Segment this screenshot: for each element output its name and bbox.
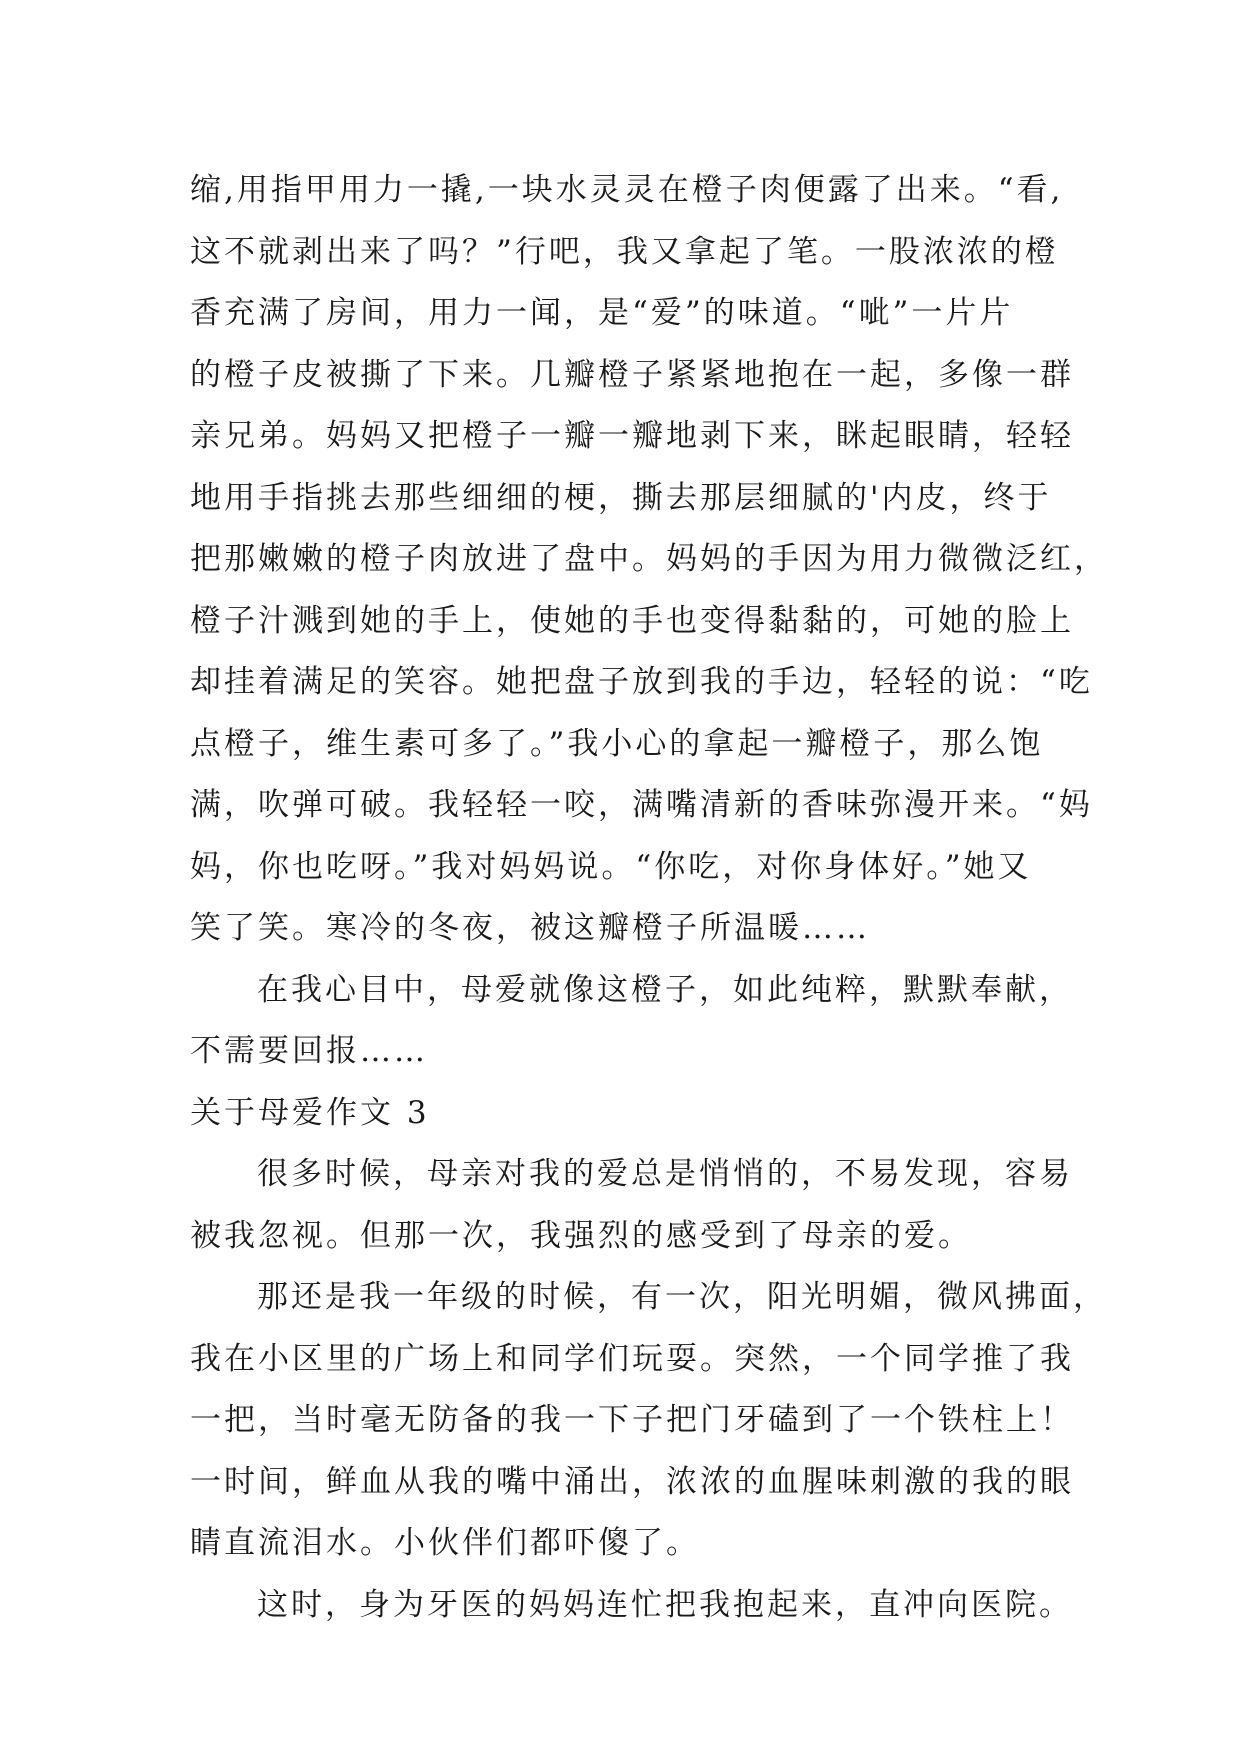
text-line: 一把，当时毫无防备的我一下子把门牙磕到了一个铁柱上！: [190, 1402, 1074, 1438]
text-line: 这不就剥出来了吗？”行吧，我又拿起了笔。一股浓浓的橙: [190, 233, 1059, 270]
text-line: 的橙子皮被撕了下来。几瓣橙子紧紧地抱在一起，多像一群: [190, 356, 1074, 393]
text-line: 却挂着满足的笑容。她把盘子放到我的手边，轻轻的说：“吃: [190, 664, 1093, 700]
text-line: 很多时候，母亲对我的爱总是悄悄的，不易发现，容易: [257, 1156, 1073, 1192]
text-line: 缩,用指甲用力一撬,一块水灵灵在橙子肉便露了出来。“看,: [190, 172, 1064, 208]
text-line: 一时间，鲜血从我的嘴中涌出，浓浓的血腥味刺激的我的眼: [190, 1463, 1074, 1500]
text-line: 被我忽视。但那一次，我强烈的感受到了母亲的爱。: [190, 1217, 972, 1254]
text-line: 睛直流泪水。小伙伴们都吓傻了。: [190, 1525, 700, 1561]
text-line: 香充满了房间，用力一闻，是“爱”的味道。“呲”一片片: [190, 295, 1014, 331]
text-line: 那还是我一年级的时候，有一次，阳光明媚，微风拂面，: [257, 1279, 1107, 1315]
section-heading: 关于母爱作文 3: [190, 1094, 430, 1131]
text-line: 点橙子，维生素可多了。”我小心的拿起一瓣橙子，那么饱: [190, 725, 1044, 762]
text-line: 在我心目中，母爱就像这橙子，如此纯粹，默默奉献，: [257, 971, 1073, 1008]
text-line: 把那嫩嫩的橙子肉放进了盘中。妈妈的手因为用力微微泛红，: [190, 541, 1108, 577]
text-line: 亲兄弟。妈妈又把橙子一瓣一瓣地剥下来，眯起眼睛，轻轻: [190, 418, 1074, 454]
text-line: 不需要回报……: [190, 1033, 428, 1069]
text-line: 满，吹弹可破。我轻轻一咬，满嘴清新的香味弥漫开来。“妈: [190, 787, 1093, 823]
text-line: 妈，你也吃呀。”我对妈妈说。“你吃，对你身体好。”她又: [190, 848, 1032, 885]
essay-text: [190, 160, 1108, 1636]
text-line: 橙子汁溅到她的手上，使她的手也变得黏黏的，可她的脸上: [190, 602, 1074, 639]
text-line: 地用手指挑去那些细细的梗，撕去那层细腻的'内皮，终于: [190, 479, 1052, 516]
text-line: 笑了笑。寒冷的冬夜，被这瓣橙子所温暖……: [190, 910, 870, 946]
text-line: 这时，身为牙医的妈妈连忙把我抱起来，直冲向医院。: [257, 1586, 1073, 1623]
text-line: 我在小区里的广场上和同学们玩耍。突然，一个同学推了我: [190, 1340, 1074, 1377]
